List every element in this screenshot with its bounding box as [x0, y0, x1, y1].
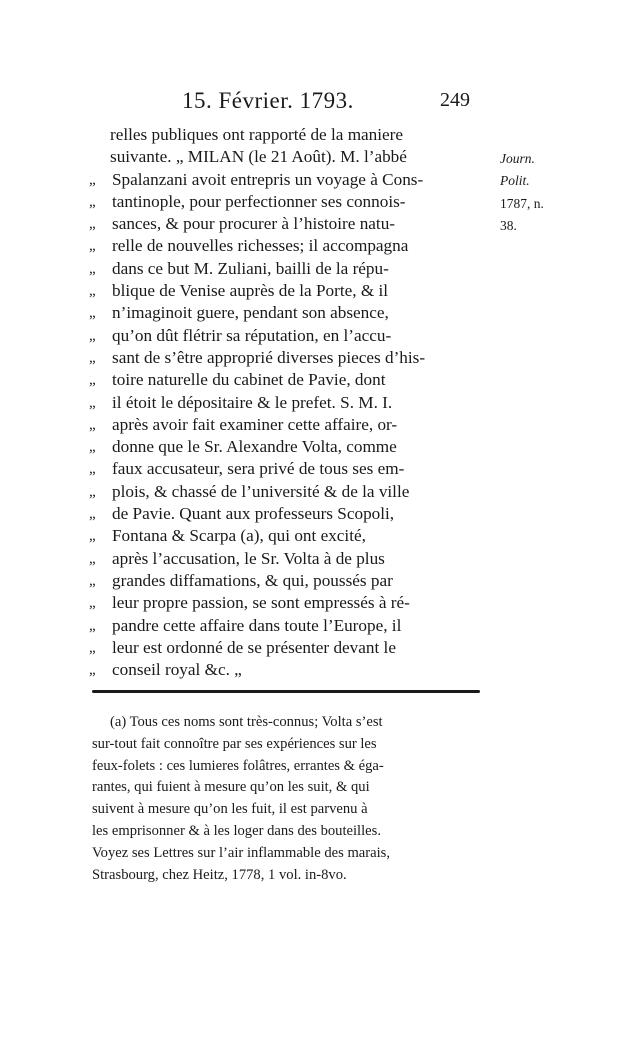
line-text: il étoit le dépositaire & le prefet. S. M. I. [112, 392, 393, 412]
quote-mark: „ [89, 372, 96, 389]
margin-note-line: 1787, n. [500, 195, 544, 211]
quote-mark: „ [89, 617, 96, 634]
line-text: leur est ordonné de se présenter devant le [112, 637, 396, 657]
line-text: donne que le Sr. Alexandre Volta, comme [112, 437, 397, 457]
quote-mark: „ [89, 572, 96, 589]
line-text: faux accusateur, sera privé de tous ses em- [112, 459, 405, 479]
footnote-line: Strasbourg, chez Heitz, 1778, 1 vol. in-8vo. [92, 866, 347, 883]
line-text: relles publiques ont rapporté de la maniere [110, 125, 404, 144]
line-text: conseil royal &c. „ [112, 660, 242, 680]
text-line [78, 124, 498, 146]
line-text: grandes diffamations, & qui, poussés par [112, 570, 393, 590]
marginal-citation [500, 148, 564, 237]
line-text: tantinople, pour perfectionner ses connois- [112, 191, 406, 211]
text-line [78, 213, 498, 235]
text-line [78, 436, 498, 458]
quote-mark: „ [89, 216, 96, 233]
quote-mark: „ [89, 283, 96, 300]
line-text: qu’on dût flétrir sa réputation, en l’accu- [112, 325, 392, 345]
text-line [78, 615, 498, 637]
line-text: sant de s’être approprié diverses pieces d’his- [112, 347, 426, 367]
quote-mark: „ [89, 550, 96, 567]
quote-mark: „ [89, 349, 96, 366]
main-text-block [78, 124, 498, 681]
text-line [78, 570, 498, 592]
text-line [78, 169, 498, 191]
line-text: suivante. „ MILAN (le 21 Août). M. l’abbé [110, 147, 407, 167]
quote-mark: „ [89, 439, 96, 456]
text-line [78, 235, 498, 257]
footnote-line: Voyez ses Lettres sur l’air inflammable des marais, [92, 844, 390, 861]
line-text: Spalanzani avoit entrepris un voyage à Cons- [112, 169, 424, 189]
text-line [78, 548, 498, 570]
text-line [78, 414, 498, 436]
text-line [78, 347, 498, 369]
footnote-line: feux-folets : ces lumieres folâtres, errantes & éga- [92, 757, 384, 774]
quote-mark: „ [89, 171, 96, 188]
line-text: n’imaginoit guere, pendant son absence, [112, 303, 389, 323]
footnote-line: suivent à mesure qu’on les fuit, il est parvenu à [92, 801, 368, 818]
header-date: 15. Février. 1793. [182, 88, 354, 113]
quote-mark: „ [89, 483, 96, 500]
margin-note-line: Polit. [500, 173, 530, 189]
line-text: dans ce but M. Zuliani, bailli de la répu- [112, 258, 389, 278]
quote-mark: „ [89, 260, 96, 277]
line-text: relle de nouvelles richesses; il accompagna [112, 236, 409, 256]
margin-note-line: Journ. [500, 151, 535, 166]
text-line [78, 191, 498, 213]
footnote-line: les emprisonner & à les loger dans des bouteilles. [92, 822, 381, 839]
text-line [78, 369, 498, 391]
quote-mark: „ [89, 238, 96, 255]
quote-mark: „ [89, 662, 96, 679]
quote-mark: „ [89, 528, 96, 545]
line-text: blique de Venise auprès de la Porte, & il [112, 281, 389, 301]
footnote-line: rantes, qui fuient à mesure qu’on les suit, & qui [92, 779, 370, 796]
margin-note-line: 38. [500, 217, 517, 233]
line-text: pandre cette affaire dans toute l’Europe, il [112, 615, 402, 635]
text-line [78, 503, 498, 525]
footnote-line: sur-tout fait connoître par ses expériences sur les [92, 735, 377, 752]
text-line [78, 659, 498, 681]
text-line [78, 280, 498, 302]
text-line [78, 637, 498, 659]
quote-mark: „ [89, 639, 96, 656]
text-line [78, 592, 498, 614]
line-text: de Pavie. Quant aux professeurs Scopoli, [112, 504, 395, 524]
footnote-divider [92, 690, 480, 693]
quote-mark: „ [89, 461, 96, 478]
text-line [78, 146, 498, 168]
quote-mark: „ [89, 595, 96, 612]
line-text: sances, & pour procurer à l’histoire natu- [112, 214, 396, 234]
text-line [78, 302, 498, 324]
text-line [78, 258, 498, 280]
line-text: leur propre passion, se sont empressés à ré- [112, 593, 410, 613]
running-header [0, 88, 640, 118]
quote-mark: „ [89, 506, 96, 523]
text-line [78, 325, 498, 347]
quote-mark: „ [89, 327, 96, 344]
text-line [78, 481, 498, 503]
line-text: toire naturelle du cabinet de Pavie, dont [112, 370, 386, 390]
footnote-line: (a) Tous ces noms sont très-connus; Volta s’est [110, 714, 383, 730]
line-text: plois, & chassé de l’université & de la ville [112, 481, 410, 501]
page-number: 249 [440, 89, 470, 111]
quote-mark: „ [89, 394, 96, 411]
quote-mark: „ [89, 305, 96, 322]
quote-mark: „ [89, 416, 96, 433]
quote-mark: „ [89, 193, 96, 210]
footnote-block [92, 712, 492, 886]
line-text: Fontana & Scarpa (a), qui ont excité, [112, 526, 366, 546]
text-line [78, 525, 498, 547]
line-text: après avoir fait examiner cette affaire, or- [112, 414, 398, 434]
text-line [78, 392, 498, 414]
line-text: après l’accusation, le Sr. Volta à de plus [112, 548, 385, 568]
text-line [78, 458, 498, 480]
